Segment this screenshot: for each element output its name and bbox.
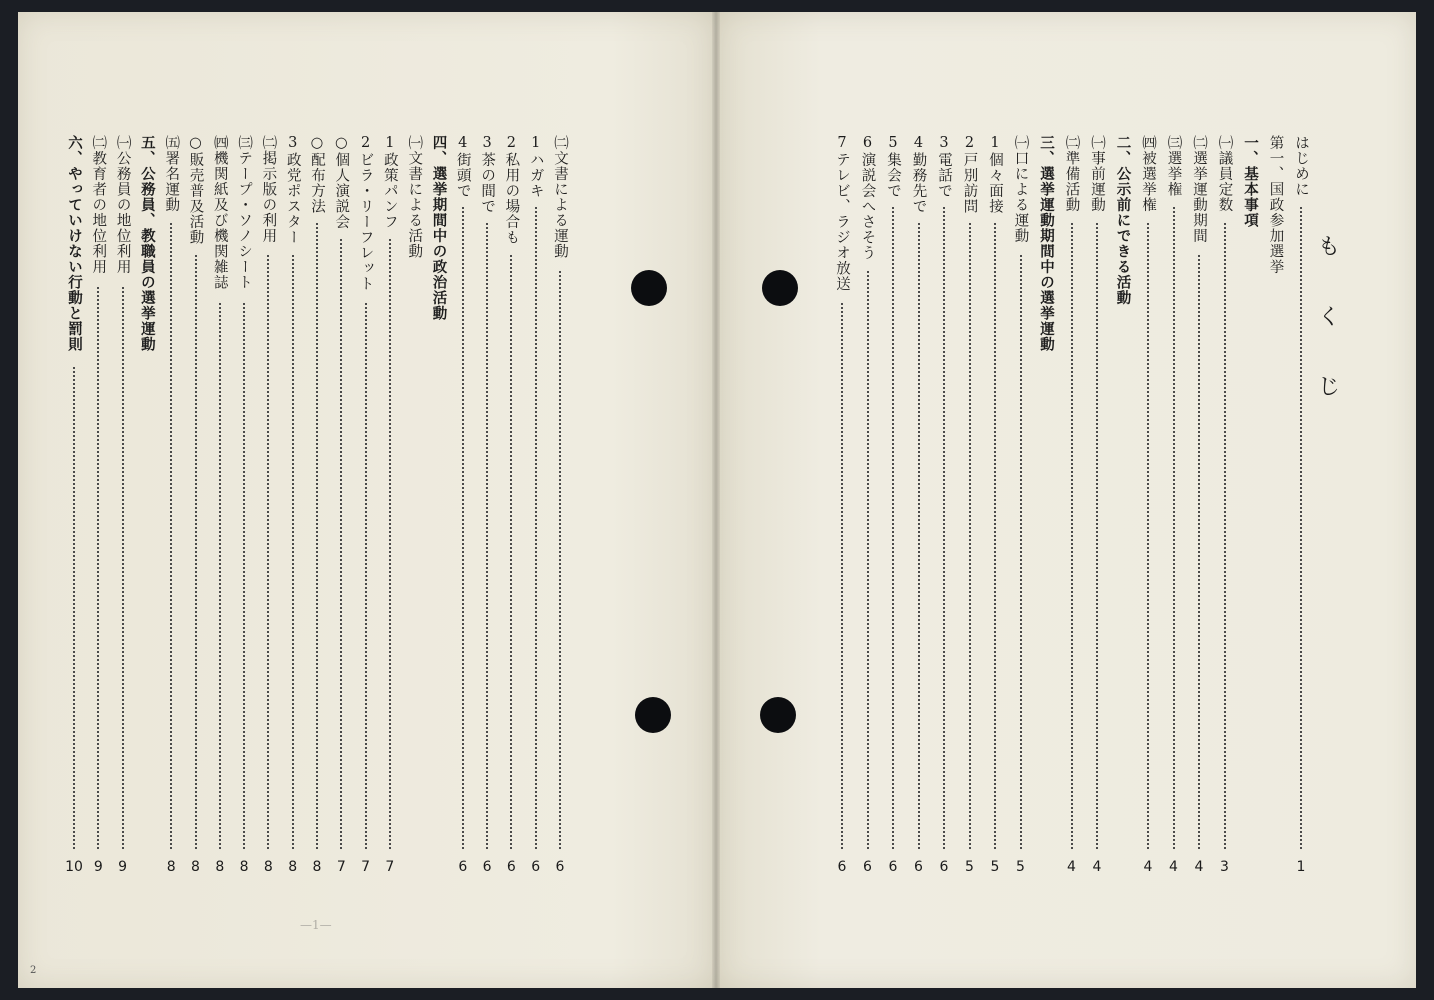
toc-entry-label: 1個々面接 xyxy=(987,135,1003,214)
toc-entry-label: 四、選挙期間中の政治活動 xyxy=(430,135,448,321)
toc-leader-dots xyxy=(943,207,945,849)
toc-entry xyxy=(1035,135,1057,875)
toc-leader-dots xyxy=(535,207,537,849)
toc-entry-label: ㈠文書による活動 xyxy=(406,135,423,259)
toc-page-number: 4 xyxy=(1194,859,1204,875)
toc-page-number: 6 xyxy=(914,859,923,875)
toc-page-number: 9 xyxy=(118,859,128,875)
toc-entry xyxy=(500,135,522,875)
toc-entry-label: 六、やっていけない行動と罰則 xyxy=(66,135,83,352)
toc-leader-dots xyxy=(316,223,318,849)
toc-entry xyxy=(87,135,109,875)
toc-page-number: 4 xyxy=(1092,859,1102,875)
toc-leader-dots xyxy=(486,223,488,849)
toc-leader-dots xyxy=(559,271,561,849)
toc-leader-dots xyxy=(267,255,269,849)
toc-entry-label: 3電話で xyxy=(936,135,952,199)
toc-entry-label: 7テレビ、ラジオ放送 xyxy=(834,135,850,292)
toc-entry xyxy=(525,135,547,875)
toc-entry xyxy=(1137,135,1159,875)
toc-entry-label: 3政党ポスター xyxy=(284,135,301,245)
toc-entry-label: 二、公示前にできる活動 xyxy=(1114,135,1132,306)
toc-leader-dots xyxy=(122,287,124,849)
toc-entry xyxy=(1214,135,1236,875)
toc-page-number: 6 xyxy=(555,859,565,875)
book-spine xyxy=(712,12,720,988)
toc-leader-dots xyxy=(1224,223,1226,849)
toc-leader-dots xyxy=(1096,223,1098,849)
toc-entry xyxy=(136,135,158,875)
toc-leader-dots xyxy=(243,303,245,849)
toc-entry xyxy=(984,135,1006,875)
toc-page-number: 4 xyxy=(1169,859,1178,875)
toc-leader-dots xyxy=(340,239,342,849)
toc-entry xyxy=(1112,135,1134,875)
toc-leader-dots xyxy=(1300,207,1302,849)
toc-entry xyxy=(831,135,853,875)
toc-entry-label: ㈢テープ・ソノシート xyxy=(236,135,253,290)
toc-page-number: 8 xyxy=(239,859,249,875)
toc-leader-dots xyxy=(195,255,197,849)
toc-leader-dots xyxy=(462,207,464,849)
toc-entry-label: 4街頭で xyxy=(454,135,471,199)
toc-entry xyxy=(857,135,879,875)
toc-entry xyxy=(355,135,377,875)
toc-leader-dots xyxy=(918,223,920,849)
toc-entry-label: ○販売普及活動 xyxy=(187,135,204,245)
toc-entry xyxy=(233,135,255,875)
toc-page-number: 4 xyxy=(1143,859,1153,875)
toc-leader-dots xyxy=(170,223,172,849)
toc-leader-dots xyxy=(292,255,294,849)
punch-hole-right-top xyxy=(762,270,798,306)
toc-page-number: 7 xyxy=(336,859,346,875)
toc-page-number: 6 xyxy=(863,859,872,875)
toc-leader-dots xyxy=(867,271,869,849)
toc-entry xyxy=(185,135,207,875)
toc-entry-label: ㈠事前運動 xyxy=(1089,135,1105,213)
toc-leader-dots xyxy=(73,367,75,849)
toc-leader-dots xyxy=(1020,255,1022,849)
toc-leader-dots xyxy=(1147,223,1149,849)
toc-entry-label: ㈠口による運動 xyxy=(1012,135,1029,244)
toc-leader-dots xyxy=(365,303,367,849)
toc-page-number: 8 xyxy=(312,859,322,875)
toc-entry-label: ㈢選挙権 xyxy=(1165,135,1182,197)
toc-entry-label: 五、公務員、教職員の選挙運動 xyxy=(138,135,156,352)
toc-entry xyxy=(63,135,85,875)
toc-entry xyxy=(882,135,904,875)
toc-entry xyxy=(379,135,401,875)
toc-page-number: 8 xyxy=(288,859,298,875)
toc-page-number: 8 xyxy=(215,859,225,875)
toc-entry xyxy=(959,135,981,875)
toc-entry-label: ㈠公務員の地位利用 xyxy=(114,135,131,275)
toc-entry xyxy=(330,135,352,875)
toc-page-number: 8 xyxy=(191,859,200,875)
toc-entry-label: ㈡準備活動 xyxy=(1063,135,1080,213)
toc-entry xyxy=(403,135,425,875)
toc-entry xyxy=(476,135,498,875)
toc-entry-label: ㈠議員定数 xyxy=(1216,135,1233,213)
toc-entry xyxy=(1188,135,1210,875)
toc-title-char: く xyxy=(1318,305,1341,330)
toc-entry-label: 6演説会へさそう xyxy=(859,135,876,261)
toc-entry-label: 2戸別訪問 xyxy=(961,135,978,214)
toc-entry xyxy=(549,135,571,875)
toc-entry-label: ㈡選挙運動期間 xyxy=(1191,135,1207,244)
toc-title-char: も xyxy=(1318,235,1341,260)
corner-mark: 2 xyxy=(30,965,37,976)
toc-entry xyxy=(1061,135,1083,875)
toc-entry-label: 3茶の間で xyxy=(479,135,496,214)
toc-page-number: 5 xyxy=(990,859,1000,875)
toc-leader-dots xyxy=(1071,223,1073,849)
toc-entry-label: 第一、国政参加選挙 xyxy=(1267,135,1284,275)
toc-page-number: 6 xyxy=(888,859,898,875)
toc-page-number: 8 xyxy=(263,859,273,875)
toc-entry xyxy=(257,135,279,875)
toc-leader-dots xyxy=(219,303,221,849)
toc-entry-label: 4勤務先で xyxy=(910,135,927,214)
punch-hole-left-top xyxy=(631,270,667,306)
toc-page-number: 6 xyxy=(531,859,541,875)
toc-page-number: 6 xyxy=(482,859,492,875)
toc-entry-label: ㈡文書による運動 xyxy=(552,135,568,259)
toc-leader-dots xyxy=(1173,207,1175,849)
toc-entry xyxy=(933,135,955,875)
toc-entry xyxy=(112,135,134,875)
toc-entry-label: 一、基本事項 xyxy=(1242,135,1259,228)
toc-page-number: 9 xyxy=(93,859,103,875)
toc-page-number: 6 xyxy=(458,859,468,875)
toc-entry xyxy=(282,135,304,875)
toc-page-number: 1 xyxy=(1296,859,1306,875)
toc-page-number: 6 xyxy=(939,859,949,875)
toc-entry xyxy=(1163,135,1185,875)
toc-entry-label: ㈡掲示版の利用 xyxy=(260,135,277,244)
page-number: —1— xyxy=(300,918,332,932)
toc-entry xyxy=(428,135,450,875)
toc-entry xyxy=(1239,135,1261,875)
toc-page-number: 10 xyxy=(65,859,83,875)
toc-leader-dots xyxy=(389,239,391,849)
toc-leader-dots xyxy=(841,303,843,849)
toc-entry-label: 三、選挙運動期間中の選挙運動 xyxy=(1038,135,1055,352)
toc-leader-dots xyxy=(994,223,996,849)
toc-entry xyxy=(1290,135,1312,875)
toc-leader-dots xyxy=(510,255,512,849)
toc-page-number: 6 xyxy=(837,859,847,875)
toc-entry-label: ○個人演説会 xyxy=(333,135,350,230)
toc-entry-label: 2私用の場合も xyxy=(503,135,520,245)
toc-page-number: 5 xyxy=(1016,859,1025,875)
toc-page-number: 8 xyxy=(166,859,176,875)
toc-entry-label: はじめに xyxy=(1293,135,1309,197)
toc-page-number: 7 xyxy=(385,859,395,875)
toc-entry xyxy=(306,135,328,875)
toc-entry-label: ㈣機関紙及び機関雑誌 xyxy=(211,135,228,290)
toc-leader-dots xyxy=(97,287,99,849)
toc-entry-label: ㈤署名運動 xyxy=(163,135,180,213)
toc-page-number: 7 xyxy=(361,859,371,875)
punch-hole-right-bottom xyxy=(760,697,796,733)
toc-page-number: 4 xyxy=(1067,859,1076,875)
toc-entry xyxy=(1265,135,1287,875)
toc-page-number: 3 xyxy=(1220,859,1229,875)
toc-entry xyxy=(160,135,182,875)
toc-entry-label: 1政策パンフ xyxy=(381,135,398,230)
toc-entry xyxy=(1010,135,1032,875)
toc-entry xyxy=(1086,135,1108,875)
toc-leader-dots xyxy=(892,207,894,849)
punch-hole-left-bottom xyxy=(635,697,671,733)
toc-entry xyxy=(452,135,474,875)
toc-entry-label: ○配布方法 xyxy=(309,135,325,214)
toc-page-number: 6 xyxy=(506,859,516,875)
toc-entry-label: 5集会で xyxy=(885,135,901,199)
toc-entry-label: ㈡教育者の地位利用 xyxy=(90,135,107,275)
toc-title-char: じ xyxy=(1318,375,1341,400)
toc-entry xyxy=(908,135,930,875)
toc-leader-dots xyxy=(1198,255,1200,849)
toc-leader-dots xyxy=(969,223,971,849)
toc-entry-label: 2ビラ・リーフレット xyxy=(357,135,374,292)
toc-entry-label: ㈣被選挙権 xyxy=(1140,135,1156,213)
toc-page-number: 5 xyxy=(965,859,974,875)
toc-entry-label: 1ハガキ xyxy=(527,135,544,199)
toc-entry xyxy=(209,135,231,875)
